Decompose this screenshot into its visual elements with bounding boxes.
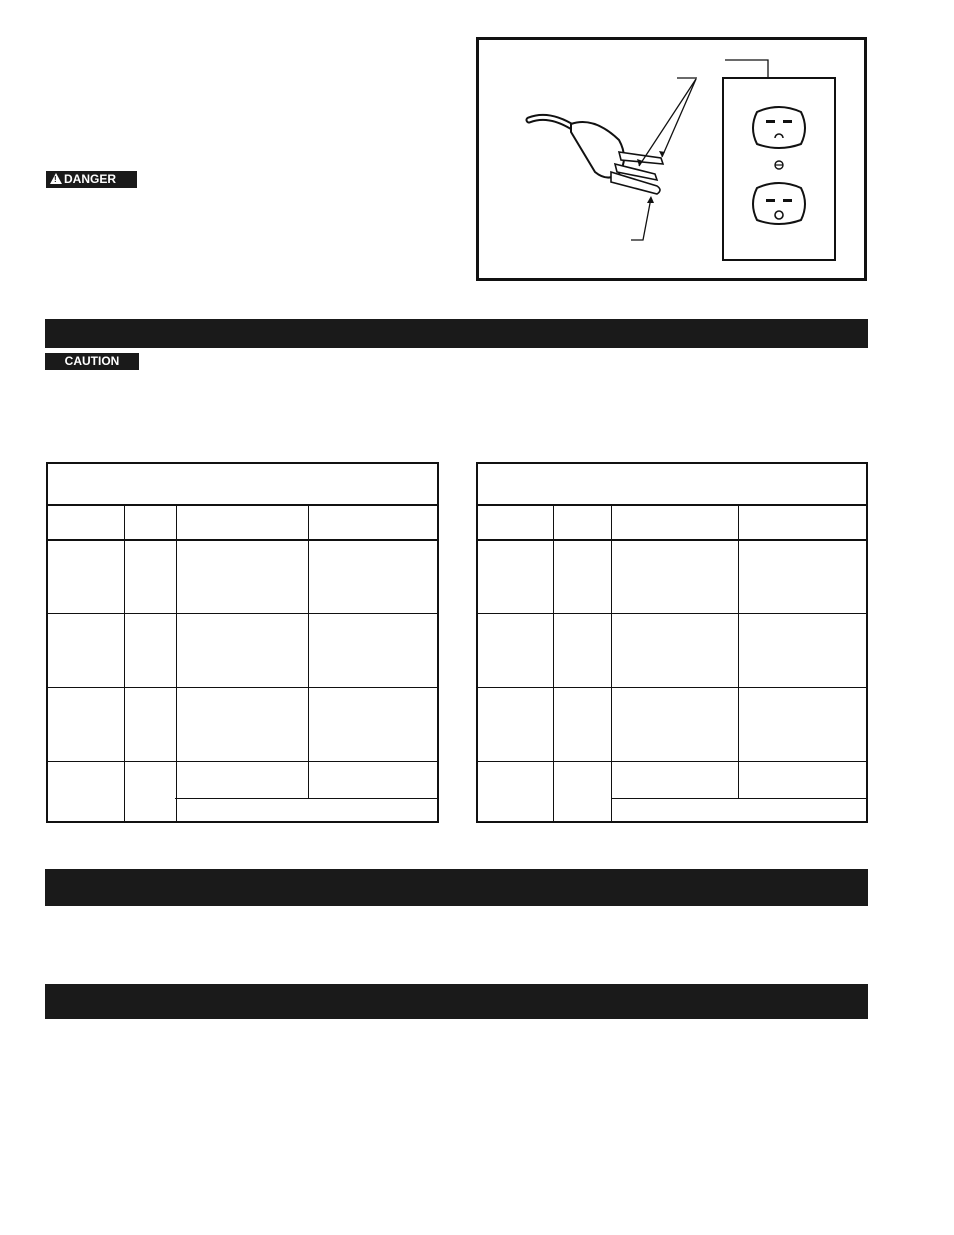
caution-label-text: CAUTION xyxy=(64,354,120,368)
extension-cord-table-left xyxy=(46,462,439,823)
upper-receptacle xyxy=(753,107,805,148)
danger-label xyxy=(46,171,137,188)
plug-receptacle-figure xyxy=(476,37,867,281)
ground-pin-pointer-line xyxy=(631,198,651,240)
caution-label xyxy=(45,353,139,370)
section-header-bar-2 xyxy=(45,869,868,906)
outlet-pointer-line xyxy=(725,60,768,77)
danger-label-text: DANGER xyxy=(64,172,117,186)
warning-triangle-icon: ! xyxy=(50,173,62,184)
section-header-bar-3 xyxy=(45,984,868,1019)
extension-cord-table-right xyxy=(476,462,868,823)
plug-receptacle-illustration xyxy=(479,40,864,278)
lower-receptacle xyxy=(753,183,805,224)
section-header-bar-1 xyxy=(45,319,868,348)
plate-screw xyxy=(775,161,783,169)
